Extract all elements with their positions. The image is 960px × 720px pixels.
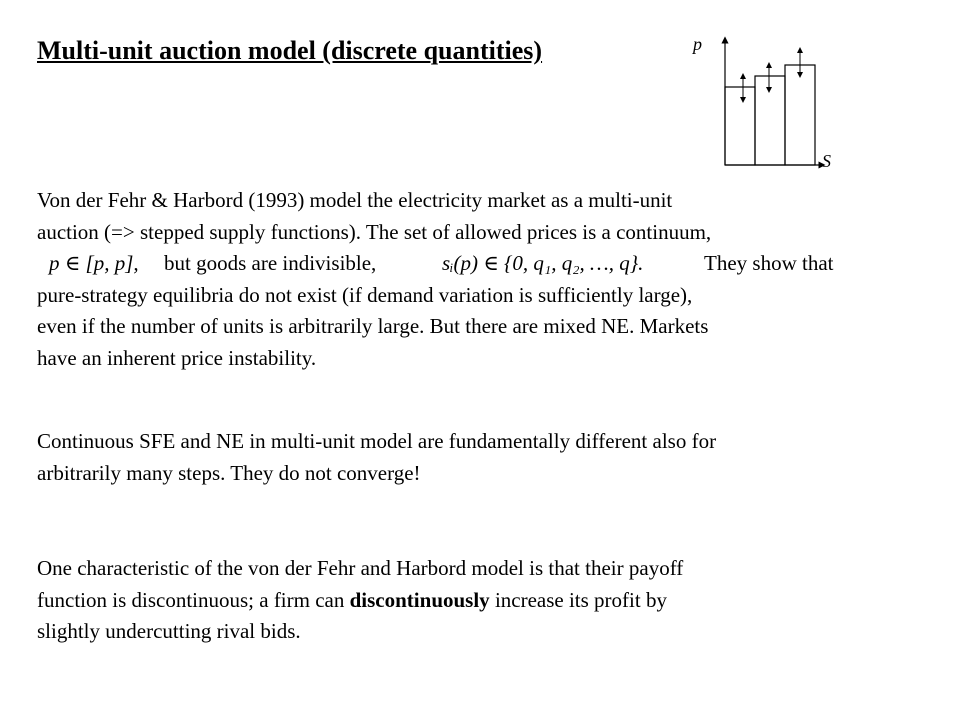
text-fragment: function is discontinuous; a firm can bbox=[37, 587, 350, 612]
text-line: pure-strategy equilibria do not exist (if demand variation is sufficiently large), bbox=[37, 282, 693, 307]
text-line: Continuous SFE and NE in multi-unit model are fundamentally different also for bbox=[37, 429, 717, 453]
quantity-set-formula: sᵢ(p) ∈ {0, q₁, q₂, …, q}. bbox=[442, 251, 644, 275]
text-line: arbitrarily many steps. They do not converge! bbox=[37, 460, 421, 485]
text-line: have an inherent price instability. bbox=[37, 345, 317, 370]
supply-step-1 bbox=[725, 87, 755, 165]
text-fragment: but goods are indivisible, bbox=[164, 251, 377, 275]
text-fragment: increase its profit by bbox=[489, 587, 667, 612]
x-axis-label: S bbox=[822, 151, 831, 171]
paragraph-von-der-fehr bbox=[37, 185, 897, 374]
text-line: auction (=> stepped supply functions). The set of allowed prices is a continuum, bbox=[37, 219, 712, 244]
text-line-with-formulas bbox=[37, 248, 897, 280]
text-fragment: They show that bbox=[704, 251, 834, 275]
price-set-formula: p ∈ [p, p], bbox=[49, 251, 139, 275]
paragraph-payoff bbox=[37, 553, 897, 648]
text-line: Von der Fehr & Harbord (1993) model the electricity market as a multi-unit bbox=[37, 188, 673, 212]
paragraph-sfe-ne bbox=[37, 426, 897, 489]
stepped-supply-diagram bbox=[690, 30, 830, 180]
supply-step-3 bbox=[785, 65, 815, 165]
text-line: One characteristic of the von der Fehr and Harbord model is that their payoff bbox=[37, 556, 684, 580]
text-line: slightly undercutting rival bids. bbox=[37, 619, 301, 643]
supply-step-2 bbox=[755, 76, 785, 165]
text-line: even if the number of units is arbitrarily large. But there are mixed NE. Markets bbox=[37, 314, 709, 338]
slide-title: Multi-unit auction model (discrete quantities) bbox=[37, 36, 543, 65]
y-axis-label: p bbox=[693, 34, 702, 54]
text-line bbox=[37, 585, 897, 617]
emphasis-text: discontinuously bbox=[349, 587, 490, 612]
